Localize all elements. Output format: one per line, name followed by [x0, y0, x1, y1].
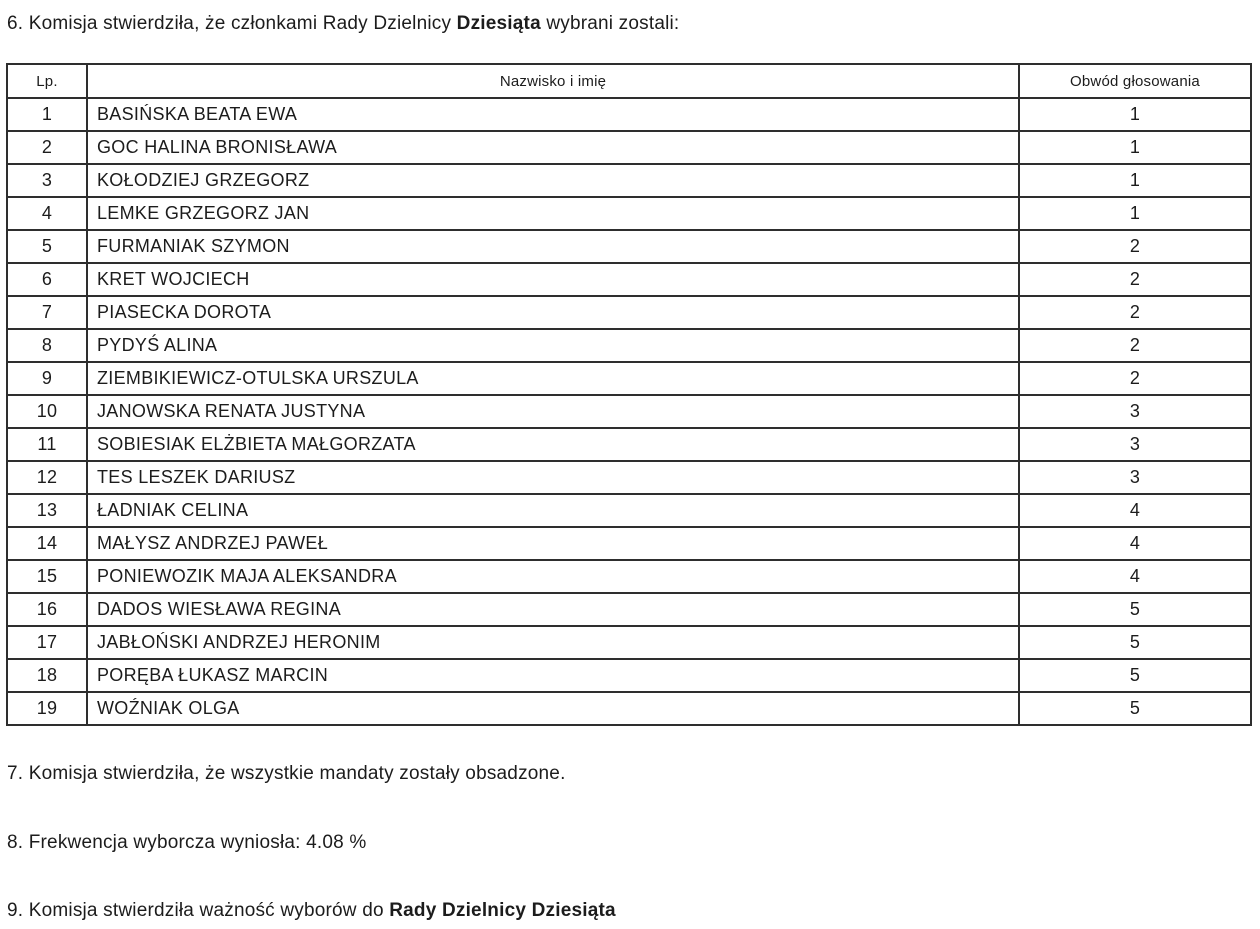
row-number-cell: 1 [7, 98, 87, 131]
point-6-suffix: wybrani zostali: [540, 13, 680, 34]
point-6-heading [7, 12, 1254, 36]
name-cell: MAŁYSZ ANDRZEJ PAWEŁ [87, 527, 1019, 560]
district-cell: 1 [1019, 164, 1251, 197]
elected-members-table [6, 63, 1252, 726]
district-cell: 5 [1019, 692, 1251, 725]
name-cell: PYDYŚ ALINA [87, 329, 1019, 362]
district-cell: 4 [1019, 527, 1251, 560]
district-cell: 5 [1019, 626, 1251, 659]
row-number-cell: 9 [7, 362, 87, 395]
name-cell: PORĘBA ŁUKASZ MARCIN [87, 659, 1019, 692]
point-6-district-name: Dziesiąta [456, 13, 541, 34]
name-cell: BASIŃSKA BEATA EWA [87, 98, 1019, 131]
row-number-cell: 2 [7, 131, 87, 164]
table-row [7, 494, 1251, 527]
name-cell: KRET WOJCIECH [87, 263, 1019, 296]
table-header-row [7, 64, 1251, 98]
row-number-cell: 13 [7, 494, 87, 527]
name-cell: WOŹNIAK OLGA [87, 692, 1019, 725]
district-cell: 5 [1019, 593, 1251, 626]
name-cell: JABŁOŃSKI ANDRZEJ HERONIM [87, 626, 1019, 659]
name-cell: TES LESZEK DARIUSZ [87, 461, 1019, 494]
row-number-cell: 15 [7, 560, 87, 593]
district-cell: 4 [1019, 560, 1251, 593]
header-district: Obwód głosowania [1019, 64, 1251, 98]
table-row [7, 593, 1251, 626]
row-number-cell: 17 [7, 626, 87, 659]
name-cell: JANOWSKA RENATA JUSTYNA [87, 395, 1019, 428]
row-number-cell: 16 [7, 593, 87, 626]
district-cell: 3 [1019, 395, 1251, 428]
table-row [7, 296, 1251, 329]
district-cell: 1 [1019, 131, 1251, 164]
table-row [7, 527, 1251, 560]
row-number-cell: 11 [7, 428, 87, 461]
district-cell: 3 [1019, 461, 1251, 494]
row-number-cell: 19 [7, 692, 87, 725]
table-row [7, 659, 1251, 692]
table-row [7, 197, 1251, 230]
table-row [7, 263, 1251, 296]
district-cell: 1 [1019, 98, 1251, 131]
row-number-cell: 3 [7, 164, 87, 197]
table-row [7, 626, 1251, 659]
point-9-text [7, 899, 1254, 923]
name-cell: PIASECKA DOROTA [87, 296, 1019, 329]
name-cell: DADOS WIESŁAWA REGINA [87, 593, 1019, 626]
row-number-cell: 4 [7, 197, 87, 230]
row-number-cell: 6 [7, 263, 87, 296]
table-row [7, 362, 1251, 395]
row-number-cell: 10 [7, 395, 87, 428]
point-9-council-name: Rady Dzielnicy Dziesiąta [389, 900, 616, 921]
name-cell: GOC HALINA BRONISŁAWA [87, 131, 1019, 164]
district-cell: 2 [1019, 329, 1251, 362]
district-cell: 5 [1019, 659, 1251, 692]
name-cell: SOBIESIAK ELŻBIETA MAŁGORZATA [87, 428, 1019, 461]
table-row [7, 230, 1251, 263]
district-cell: 1 [1019, 197, 1251, 230]
table-row [7, 395, 1251, 428]
row-number-cell: 18 [7, 659, 87, 692]
name-cell: PONIEWOZIK MAJA ALEKSANDRA [87, 560, 1019, 593]
name-cell: ŁADNIAK CELINA [87, 494, 1019, 527]
table-row [7, 560, 1251, 593]
row-number-cell: 8 [7, 329, 87, 362]
district-cell: 3 [1019, 428, 1251, 461]
district-cell: 2 [1019, 362, 1251, 395]
row-number-cell: 7 [7, 296, 87, 329]
table-row [7, 461, 1251, 494]
row-number-cell: 5 [7, 230, 87, 263]
table-row [7, 164, 1251, 197]
table-row [7, 428, 1251, 461]
district-cell: 4 [1019, 494, 1251, 527]
point-7-text: 7. Komisja stwierdziła, że wszystkie mandaty zostały obsadzone. [7, 763, 566, 784]
district-cell: 2 [1019, 296, 1251, 329]
district-cell: 2 [1019, 263, 1251, 296]
table-row [7, 329, 1251, 362]
table-row [7, 98, 1251, 131]
name-cell: LEMKE GRZEGORZ JAN [87, 197, 1019, 230]
point-8-text: 8. Frekwencja wyborcza wyniosła: 4.08 % [7, 832, 367, 853]
table-row [7, 692, 1251, 725]
district-cell: 2 [1019, 230, 1251, 263]
name-cell: ZIEMBIKIEWICZ-OTULSKA URSZULA [87, 362, 1019, 395]
point-6-prefix: 6. Komisja stwierdziła, że członkami Rady Dzielnicy [7, 13, 457, 34]
row-number-cell: 14 [7, 527, 87, 560]
table-row [7, 131, 1251, 164]
row-number-cell: 12 [7, 461, 87, 494]
header-name: Nazwisko i imię [87, 64, 1019, 98]
point-9-prefix: 9. Komisja stwierdziła ważność wyborów do [7, 900, 390, 921]
name-cell: FURMANIAK SZYMON [87, 230, 1019, 263]
header-lp: Lp. [7, 64, 87, 98]
name-cell: KOŁODZIEJ GRZEGORZ [87, 164, 1019, 197]
